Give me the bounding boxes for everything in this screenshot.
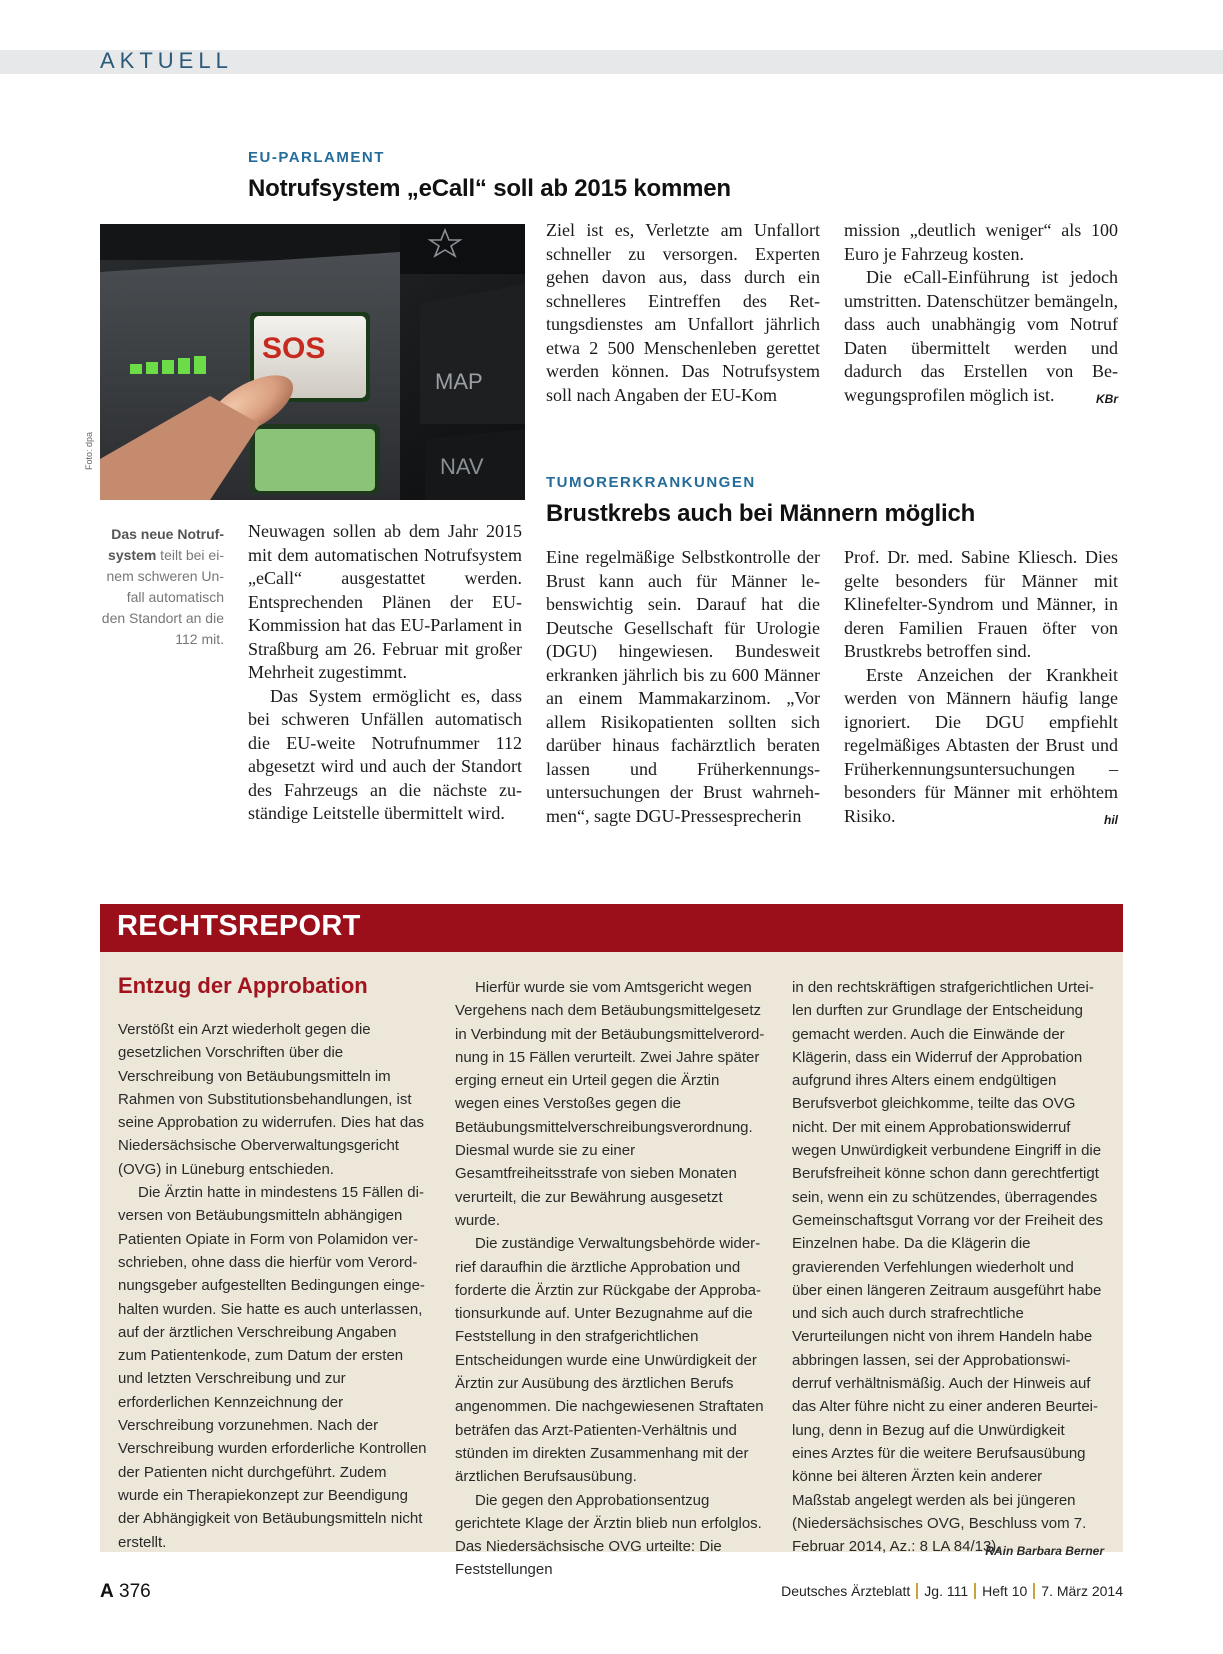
article2-headline: Brustkrebs auch bei Männern möglich [546,500,976,527]
article2-col2-p2: Erste Anzeichen der Krankheit werden von Männern häufig lange ignoriert. Die DGU empfiehlt regelmäßiges Abtasten der Brust und Früherkennungsuntersuchungen – besonders für Männer mit erhöhtem Risiko. [844,664,1118,826]
photo-caption [96,524,224,650]
caption-text: teilt bei ei- nem schweren Un- fall automatisch den Standort an die 112 mit. [101,547,224,647]
article2-column-2 [844,546,1118,833]
rr-col2-p2: Die zuständige Verwaltungsbehörde widerrief daraufhin die ärztliche Approbation und forderte die Ärztin zur Rückgabe der Approbationsurkunde auf. Unter Bezugnahme auf die Feststellung in den strafgerichtlichen Entscheidungen wurde eine Unwürdigkeit der Ärztin zur Ausübung des ärztlichen Berufs angenommen. Die nachgewiesenen Straftaten beträfen das Arzt-Patienten-Verhältnis und stünden im direkten Zusammenhang mit der ärztlichen Berufsausübung. [455,1235,764,1486]
article1-col1-p2: Das System ermöglicht es, dass bei schweren Unfällen automatisch die EU-weite Notrufnummer 112 abgesetzt wird und auch der Standort des Fahrzeugs an die nächste zuständige Leitstelle übermittelt wird. [248,685,522,823]
article1-headline: Notrufsystem „eCall“ soll ab 2015 kommen [248,175,731,202]
rr-col1-p1: Verstößt ein Arzt wiederholt gegen die gesetzlichen Vorschriften über die Verschreibung von Betäubungsmitteln im Rahmen von Substitutionsbehandlungen, ist seine Approbation zu widerrufen. Dies hat das Niedersächsische Oberverwaltungsgericht (OVG) in Lüneburg entschieden. [118,1021,425,1178]
rr-col2-p1: Hierfür wurde sie vom Amtsgericht wegen Vergehens nach dem Betäubungsmittelgesetz in Verbindung mit der Betäubungsmittelverordnung in 15 Fällen verurteilt. Zwei Jahre später erging erneut ein Urteil gegen die Ärztin wegen eines Verstoßes gegen die Betäubungsmittelverschreibungsverordnung. Diesmal wurde sie zu einer Gesamtfreiheitsstrafe von sieben Monaten verurteilt, die zur Bewährung ausgesetzt wurde. [455,979,765,1229]
article1-column-1 [248,520,522,826]
photo-credit: Foto: dpa [84,431,94,470]
footer-separator [974,1583,976,1599]
article1-author: KBr [1095,392,1118,406]
rechtsreport-author: RAin Barbara Berner [985,1544,1104,1559]
section-label: AKTUELL [100,48,233,73]
footer-info [781,1583,1123,1599]
map-label: MAP [435,369,483,394]
article2-col2-p1: Prof. Dr. med. Sabine Kliesch. Dies gelte besonders für Männer mit Klinefelter-Syndrom und Männer, in deren Familien Frauen öfter von Brustkrebs betroffen sind. [844,547,1118,661]
car-dashboard-image [100,224,525,500]
journal-date: 7. März 2014 [1041,1583,1123,1599]
rr-col2-p3: Die gegen den Approbationsentzug gerichtete Klage der Ärztin blieb nun erfolglos. Das Niedersächsische OVG urteilte: Die Feststellungen [455,1491,762,1579]
article2-kicker: TUMORERKRANKUNGEN [546,474,756,491]
rechtsreport-subtitle: Entzug der Approbation [118,973,368,998]
article1-col2-p1: Ziel ist es, Verletzte am Unfallort schneller zu versorgen. Experten gehen davon aus, dass durch ein schnelleres Eintreffen des Rettungsdienstes am Unfallort jährlich etwa 2 500 Menschenleben gerettet werden können. Das Notrufsystem soll nach Angaben der EU-Kom [546,220,820,405]
article1-col1-p1: Neuwagen sollen ab dem Jahr 2015 mit dem automatischen Notrufsystem „eCall“ ausgestattet werden. Entsprechenden Plänen der EU-Kommission hat das EU-Parlament in Straßburg am 26. Februar mit großer Mehrheit zugestimmt. [248,521,522,682]
journal-issue: Heft 10 [982,1583,1028,1599]
journal-name: Deutsches Ärzteblatt [781,1583,911,1599]
article1-kicker: EU-PARLAMENT [248,149,385,166]
footer-separator [1033,1583,1035,1599]
rechtsreport-column-1 [118,1018,428,1554]
rr-col3-p1: in den rechtskräftigen strafgerichtlichen Urteilen durften zur Grundlage der Entscheidung gemacht werden. Auch die Einwände der Klägerin, dass ein Widerruf der Approbation aufgrund ihres Alters einem endgültigen Berufsverbot gleichkomme, teilte das OVG nicht. Der mit einem Approbationswiderruf wegen Unwürdigkeit verbundene Eingriff in die Berufsfreiheit könne schon dann gerechtfertigt sein, wenn ein zu schützendes, überragendes Gemeinschaftsgut Vorrang vor der Freiheit des Einzelnen habe. Da die Klägerin die gravierenden Verfehlungen wiederholt und über einen längeren Zeitraum ausgeführt habe und sich auch durch strafrechtliche Verurteilungen nicht von ihrem Handeln habe abbringen lassen, sei der Approbationswiderruf verhältnismäßig. Auch der Hinweis auf das Alter führe nicht zu einer anderen Beurteilung, denn in Bezug auf die Unwürdigkeit eines Arztes für die weitere Berufsausübung könne bei älteren Ärzten kein anderer Maßstab angelegt werden als bei jüngeren (Niedersächsisches OVG, Beschluss vom 7. Februar 2014, Az.: 8 LA 84/13). [792,979,1103,1556]
sos-label: SOS [262,332,326,365]
rechtsreport-column-3 [792,976,1104,1564]
rechtsreport-column-2 [455,976,765,1582]
ecall-photo [100,224,525,500]
article2-column-1 [546,546,820,828]
page-letter: A [100,1581,114,1602]
article1-column-2 [546,219,820,407]
footer-separator [916,1583,918,1599]
article1-col3-p1: mission „deutlich weniger“ als 100 Euro je Fahrzeug kosten. [844,220,1118,264]
rechtsreport-title: RECHTSREPORT [117,910,361,942]
page-number-value: 376 [119,1581,151,1602]
caption-bold: Das neue Notruf- system [108,526,224,563]
article1-col3-p2: Die eCall-Einführung ist jedoch umstritten. Datenschützer bemängeln, dass auch unabhängig vom Notruf Daten übermittelt werden und dadurch das Erstellen von Bewegungsprofilen möglich ist. [844,267,1118,405]
article2-col1-p1: Eine regelmäßige Selbstkontrolle der Brust kann auch für Männer lebenswichtig sein. Darauf hat die Deutsche Gesellschaft für Urologie (DGU) hingewiesen. Bundesweit erkranken jährlich bis zu 600 Männer an einem Mammakarzinom. „Vor allem Risikopatienten sollten sich darüber hinaus fachärztlich beraten lassen und Früherkennungsuntersuchungen der Brust wahrnehmen“, sagte DGU-Pressesprecherin [546,547,820,826]
page-number [100,1581,151,1603]
rr-col1-p2: Die Ärztin hatte in mindestens 15 Fällen diversen von Betäubungsmitteln abhängigen Patienten Opiate in Form von Polamidon verschrieben, ohne dass die hierfür vom Verordnungsgeber aufgestellten Bedingungen eingehalten wurden. Sie hatte es auch unterlassen, auf der ärztlichen Verschreibung Angaben zum Patientenkode, zum Datum der ersten und letzten Verschreibung und zur erforderlichen Kennzeichnung der Verschreibung vorzunehmen. Nach der Verschreibung wurden erforderliche Kontrollen der Patienten nicht durchgeführt. Zudem wurde ein Therapiekonzept zur Beendigung der Abhängigkeit von Betäubungsmitteln nicht erstellt. [118,1184,427,1551]
article2-author: hil [1104,813,1118,827]
journal-volume: Jg. 111 [924,1583,969,1599]
article1-column-3 [844,219,1118,412]
nav-label: NAV [440,454,484,479]
